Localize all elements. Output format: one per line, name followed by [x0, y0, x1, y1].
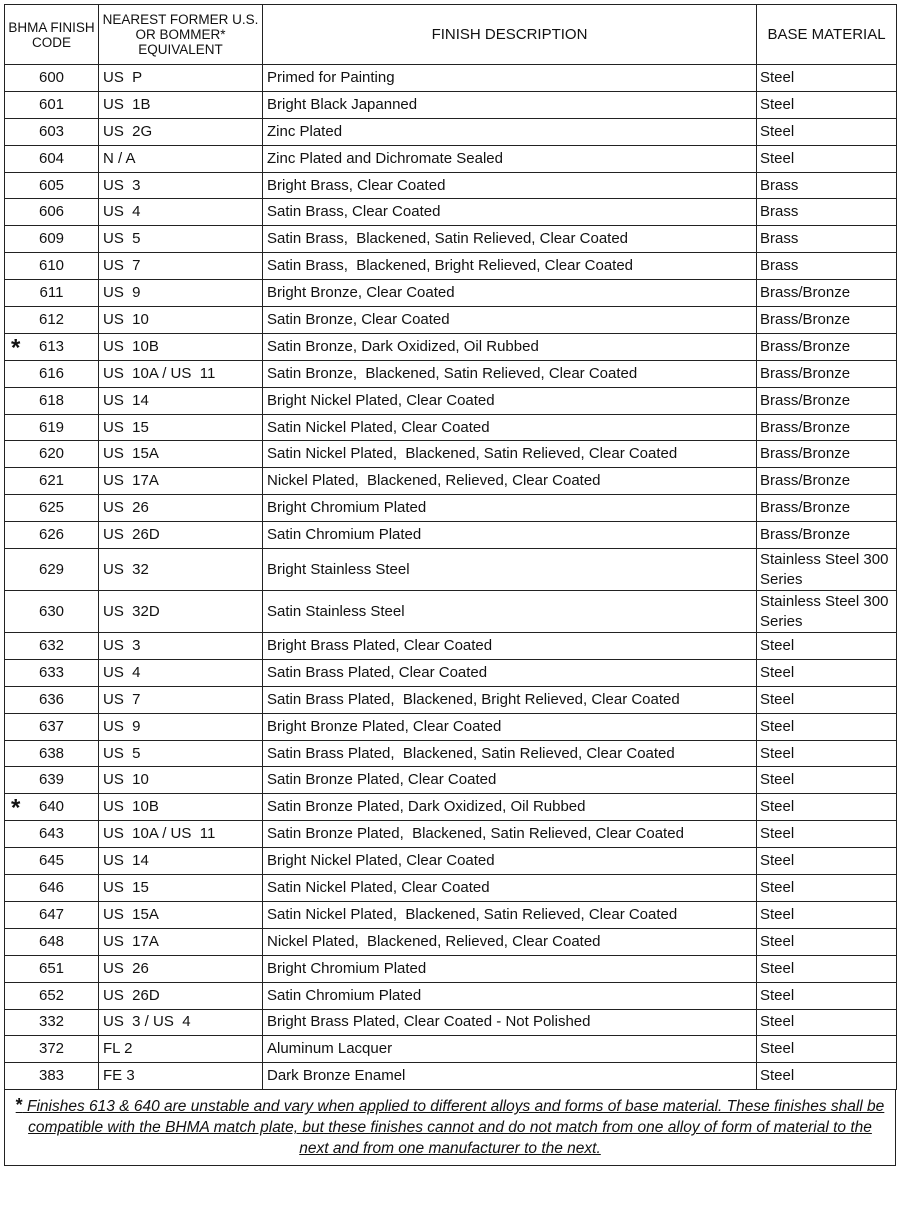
- cell-base-material: Brass: [757, 199, 897, 226]
- cell-finish-description: Satin Chromium Plated: [263, 522, 757, 549]
- table-row: [5, 875, 897, 902]
- finish-code-value: 626: [38, 526, 65, 544]
- table-row: [5, 172, 897, 199]
- cell-former-equivalent: US 15A: [99, 441, 263, 468]
- cell-former-equivalent: US 10A / US 11: [99, 360, 263, 387]
- cell-finish-description: Bright Brass, Clear Coated: [263, 172, 757, 199]
- table-row: [5, 821, 897, 848]
- cell-finish-code: [5, 901, 99, 928]
- finish-code-value: 645: [38, 852, 65, 870]
- cell-base-material: Brass/Bronze: [757, 280, 897, 307]
- cell-former-equivalent: US 3: [99, 172, 263, 199]
- cell-base-material: Steel: [757, 1063, 897, 1090]
- cell-finish-code: [5, 767, 99, 794]
- cell-former-equivalent: US 9: [99, 280, 263, 307]
- cell-former-equivalent: US 32D: [99, 591, 263, 633]
- cell-finish-code: [5, 794, 99, 821]
- cell-finish-code: [5, 1063, 99, 1090]
- cell-former-equivalent: US 26: [99, 495, 263, 522]
- header-former-equivalent: NEAREST FORMER U.S. OR BOMMER* EQUIVALENT: [99, 5, 263, 65]
- finish-code-value: 372: [38, 1040, 65, 1058]
- table-row: [5, 686, 897, 713]
- finish-code-value: 619: [38, 418, 65, 436]
- cell-finish-description: Satin Stainless Steel: [263, 591, 757, 633]
- cell-finish-description: Bright Stainless Steel: [263, 549, 757, 591]
- cell-base-material: Steel: [757, 901, 897, 928]
- cell-finish-code: [5, 1036, 99, 1063]
- cell-finish-description: Satin Bronze, Clear Coated: [263, 307, 757, 334]
- cell-finish-description: Bright Bronze, Clear Coated: [263, 280, 757, 307]
- header-code: BHMA FINISH CODE: [5, 5, 99, 65]
- cell-base-material: Brass/Bronze: [757, 414, 897, 441]
- table-row: [5, 145, 897, 172]
- cell-former-equivalent: US 10B: [99, 333, 263, 360]
- cell-finish-code: [5, 848, 99, 875]
- header-base-material: BASE MATERIAL: [757, 5, 897, 65]
- cell-base-material: Brass/Bronze: [757, 387, 897, 414]
- cell-finish-description: Satin Nickel Plated, Blackened, Satin Relieved, Clear Coated: [263, 901, 757, 928]
- cell-former-equivalent: N / A: [99, 145, 263, 172]
- table-row: [5, 740, 897, 767]
- table-row: [5, 495, 897, 522]
- finish-code-value: 618: [38, 391, 65, 409]
- cell-finish-description: Bright Brass Plated, Clear Coated - Not Polished: [263, 1009, 757, 1036]
- cell-base-material: Brass: [757, 226, 897, 253]
- finish-code-value: 611: [39, 284, 64, 302]
- cell-finish-code: [5, 172, 99, 199]
- cell-former-equivalent: US 3 / US 4: [99, 1009, 263, 1036]
- cell-finish-code: [5, 821, 99, 848]
- cell-finish-code: [5, 226, 99, 253]
- cell-former-equivalent: US 15A: [99, 901, 263, 928]
- cell-finish-description: Dark Bronze Enamel: [263, 1063, 757, 1090]
- finish-code-value: 332: [38, 1013, 65, 1031]
- cell-former-equivalent: US 15: [99, 414, 263, 441]
- cell-finish-description: Bright Chromium Plated: [263, 955, 757, 982]
- cell-finish-description: Zinc Plated and Dichromate Sealed: [263, 145, 757, 172]
- cell-finish-code: [5, 591, 99, 633]
- finish-code-value: 646: [38, 878, 65, 896]
- finish-code-value: 640: [38, 798, 65, 816]
- finish-code-value: 600: [38, 68, 65, 86]
- finish-code-value: 633: [38, 663, 65, 681]
- cell-finish-description: Bright Nickel Plated, Clear Coated: [263, 848, 757, 875]
- cell-former-equivalent: US 10: [99, 307, 263, 334]
- cell-former-equivalent: US 5: [99, 740, 263, 767]
- finish-code-value: 629: [38, 560, 65, 578]
- cell-former-equivalent: US 17A: [99, 928, 263, 955]
- cell-finish-code: [5, 360, 99, 387]
- table-body: [5, 65, 897, 1090]
- cell-finish-code: [5, 307, 99, 334]
- table-row: [5, 549, 897, 591]
- cell-finish-code: [5, 713, 99, 740]
- unstable-finish-asterisk: *: [11, 794, 21, 822]
- cell-base-material: Steel: [757, 1036, 897, 1063]
- cell-base-material: Steel: [757, 1009, 897, 1036]
- cell-base-material: Brass: [757, 172, 897, 199]
- cell-base-material: Steel: [757, 91, 897, 118]
- cell-base-material: Steel: [757, 659, 897, 686]
- cell-finish-description: Satin Brass Plated, Clear Coated: [263, 659, 757, 686]
- cell-finish-description: Satin Bronze Plated, Dark Oxidized, Oil Rubbed: [263, 794, 757, 821]
- cell-base-material: Steel: [757, 955, 897, 982]
- cell-finish-description: Bright Chromium Plated: [263, 495, 757, 522]
- cell-finish-description: Satin Brass Plated, Blackened, Bright Relieved, Clear Coated: [263, 686, 757, 713]
- cell-finish-code: [5, 280, 99, 307]
- cell-finish-description: Satin Nickel Plated, Clear Coated: [263, 875, 757, 902]
- finish-code-value: 601: [38, 95, 65, 113]
- cell-finish-code: [5, 65, 99, 92]
- cell-former-equivalent: US P: [99, 65, 263, 92]
- cell-base-material: Brass/Bronze: [757, 441, 897, 468]
- cell-former-equivalent: US 17A: [99, 468, 263, 495]
- table-row: [5, 414, 897, 441]
- cell-former-equivalent: US 15: [99, 875, 263, 902]
- cell-former-equivalent: US 5: [99, 226, 263, 253]
- cell-finish-description: Satin Bronze Plated, Clear Coated: [263, 767, 757, 794]
- cell-former-equivalent: FL 2: [99, 1036, 263, 1063]
- footnote: [4, 1090, 896, 1166]
- table-row: [5, 360, 897, 387]
- cell-base-material: Brass: [757, 253, 897, 280]
- cell-finish-code: [5, 333, 99, 360]
- finish-code-value: 636: [38, 690, 65, 708]
- table-row: [5, 1009, 897, 1036]
- cell-base-material: Brass/Bronze: [757, 360, 897, 387]
- cell-former-equivalent: US 1B: [99, 91, 263, 118]
- finish-code-value: 610: [38, 257, 65, 275]
- cell-base-material: Steel: [757, 767, 897, 794]
- finish-code-value: 630: [38, 602, 65, 620]
- finish-code-value: 637: [38, 717, 65, 735]
- finish-code-value: 605: [38, 176, 65, 194]
- cell-finish-description: Bright Brass Plated, Clear Coated: [263, 633, 757, 660]
- cell-former-equivalent: FE 3: [99, 1063, 263, 1090]
- cell-former-equivalent: US 26D: [99, 982, 263, 1009]
- cell-former-equivalent: US 10B: [99, 794, 263, 821]
- cell-base-material: Steel: [757, 821, 897, 848]
- cell-former-equivalent: US 10A / US 11: [99, 821, 263, 848]
- cell-finish-description: Bright Nickel Plated, Clear Coated: [263, 387, 757, 414]
- table-row: [5, 199, 897, 226]
- cell-finish-code: [5, 522, 99, 549]
- cell-finish-description: Satin Brass, Blackened, Bright Relieved, Clear Coated: [263, 253, 757, 280]
- finish-code-value: 609: [38, 230, 65, 248]
- cell-finish-code: [5, 414, 99, 441]
- cell-finish-code: [5, 982, 99, 1009]
- cell-base-material: Stainless Steel 300 Series: [757, 549, 897, 591]
- cell-base-material: Brass/Bronze: [757, 333, 897, 360]
- cell-finish-description: Aluminum Lacquer: [263, 1036, 757, 1063]
- cell-finish-code: [5, 875, 99, 902]
- finish-code-value: 383: [38, 1067, 65, 1085]
- table-row: [5, 767, 897, 794]
- cell-former-equivalent: US 26: [99, 955, 263, 982]
- table-row: [5, 387, 897, 414]
- table-row: [5, 901, 897, 928]
- finish-code-table: [4, 4, 897, 1090]
- cell-finish-description: Satin Brass, Blackened, Satin Relieved, Clear Coated: [263, 226, 757, 253]
- cell-base-material: Steel: [757, 686, 897, 713]
- cell-finish-description: Primed for Painting: [263, 65, 757, 92]
- cell-former-equivalent: US 7: [99, 253, 263, 280]
- cell-finish-code: [5, 468, 99, 495]
- cell-finish-code: [5, 495, 99, 522]
- cell-finish-description: Bright Black Japanned: [263, 91, 757, 118]
- cell-finish-code: [5, 145, 99, 172]
- cell-former-equivalent: US 4: [99, 659, 263, 686]
- cell-former-equivalent: US 3: [99, 633, 263, 660]
- cell-former-equivalent: US 10: [99, 767, 263, 794]
- cell-finish-description: Satin Chromium Plated: [263, 982, 757, 1009]
- cell-former-equivalent: US 26D: [99, 522, 263, 549]
- cell-base-material: Steel: [757, 875, 897, 902]
- cell-finish-description: Satin Bronze, Blackened, Satin Relieved, Clear Coated: [263, 360, 757, 387]
- cell-base-material: Steel: [757, 633, 897, 660]
- table-row: [5, 1063, 897, 1090]
- table-row: [5, 468, 897, 495]
- finish-code-value: 632: [38, 636, 65, 654]
- cell-base-material: Brass/Bronze: [757, 522, 897, 549]
- table-row: [5, 522, 897, 549]
- table-row: [5, 794, 897, 821]
- cell-finish-description: Nickel Plated, Blackened, Relieved, Clear Coated: [263, 468, 757, 495]
- table-row: [5, 591, 897, 633]
- cell-former-equivalent: US 7: [99, 686, 263, 713]
- cell-finish-code: [5, 659, 99, 686]
- cell-former-equivalent: US 2G: [99, 118, 263, 145]
- finish-code-value: 604: [38, 149, 65, 167]
- cell-base-material: Steel: [757, 982, 897, 1009]
- finish-code-value: 603: [38, 122, 65, 140]
- cell-base-material: Stainless Steel 300 Series: [757, 591, 897, 633]
- table-row: [5, 65, 897, 92]
- table-row: [5, 982, 897, 1009]
- footnote-asterisk: *: [15, 1095, 23, 1116]
- cell-former-equivalent: US 32: [99, 549, 263, 591]
- unstable-finish-asterisk: *: [11, 334, 21, 362]
- table-row: [5, 91, 897, 118]
- finish-table-container: [4, 4, 896, 1166]
- table-row: [5, 955, 897, 982]
- cell-finish-description: Satin Brass Plated, Blackened, Satin Relieved, Clear Coated: [263, 740, 757, 767]
- finish-code-value: 613: [38, 337, 65, 355]
- table-row: [5, 659, 897, 686]
- cell-finish-code: [5, 928, 99, 955]
- cell-former-equivalent: US 14: [99, 848, 263, 875]
- cell-base-material: Steel: [757, 928, 897, 955]
- cell-former-equivalent: US 9: [99, 713, 263, 740]
- cell-base-material: Steel: [757, 65, 897, 92]
- table-row: [5, 226, 897, 253]
- header-finish-description: FINISH DESCRIPTION: [263, 5, 757, 65]
- cell-former-equivalent: US 14: [99, 387, 263, 414]
- table-row: [5, 441, 897, 468]
- table-row: [5, 1036, 897, 1063]
- cell-base-material: Steel: [757, 740, 897, 767]
- table-row: [5, 713, 897, 740]
- cell-finish-code: [5, 686, 99, 713]
- cell-base-material: Steel: [757, 848, 897, 875]
- cell-base-material: Brass/Bronze: [757, 468, 897, 495]
- cell-finish-code: [5, 441, 99, 468]
- cell-base-material: Brass/Bronze: [757, 307, 897, 334]
- finish-code-value: 620: [38, 445, 65, 463]
- finish-code-value: 648: [38, 932, 65, 950]
- finish-code-value: 606: [38, 203, 65, 221]
- cell-finish-description: Nickel Plated, Blackened, Relieved, Clear Coated: [263, 928, 757, 955]
- finish-code-value: 639: [38, 771, 65, 789]
- finish-code-value: 651: [38, 959, 65, 977]
- cell-finish-description: Zinc Plated: [263, 118, 757, 145]
- cell-finish-code: [5, 633, 99, 660]
- cell-finish-code: [5, 118, 99, 145]
- cell-finish-description: Satin Bronze Plated, Blackened, Satin Relieved, Clear Coated: [263, 821, 757, 848]
- cell-finish-code: [5, 955, 99, 982]
- cell-base-material: Steel: [757, 145, 897, 172]
- cell-finish-description: Satin Nickel Plated, Blackened, Satin Relieved, Clear Coated: [263, 441, 757, 468]
- finish-code-value: 652: [38, 986, 65, 1004]
- cell-finish-description: Bright Bronze Plated, Clear Coated: [263, 713, 757, 740]
- cell-base-material: Steel: [757, 713, 897, 740]
- table-row: [5, 307, 897, 334]
- finish-code-value: 616: [38, 364, 65, 382]
- table-header-row: [5, 5, 897, 65]
- cell-finish-code: [5, 740, 99, 767]
- cell-base-material: Steel: [757, 794, 897, 821]
- finish-code-value: 643: [38, 825, 65, 843]
- table-row: [5, 333, 897, 360]
- cell-finish-code: [5, 199, 99, 226]
- finish-code-value: 625: [38, 499, 65, 517]
- table-row: [5, 253, 897, 280]
- cell-finish-code: [5, 549, 99, 591]
- table-row: [5, 848, 897, 875]
- finish-code-value: 612: [38, 310, 65, 328]
- table-row: [5, 118, 897, 145]
- cell-finish-description: Satin Nickel Plated, Clear Coated: [263, 414, 757, 441]
- cell-finish-code: [5, 1009, 99, 1036]
- table-row: [5, 280, 897, 307]
- cell-finish-code: [5, 91, 99, 118]
- finish-code-value: 621: [38, 472, 65, 490]
- table-row: [5, 928, 897, 955]
- cell-finish-code: [5, 253, 99, 280]
- cell-finish-description: Satin Bronze, Dark Oxidized, Oil Rubbed: [263, 333, 757, 360]
- cell-finish-description: Satin Brass, Clear Coated: [263, 199, 757, 226]
- table-row: [5, 633, 897, 660]
- cell-former-equivalent: US 4: [99, 199, 263, 226]
- cell-finish-code: [5, 387, 99, 414]
- finish-code-value: 638: [38, 744, 65, 762]
- footnote-text: Finishes 613 & 640 are unstable and vary when applied to different alloys and forms of base material. These finishes shall be compatible with the BHMA match plate, but these finishes cannot and do not match from one alloy of form of material to the next and from one manufacturer to the next.: [27, 1098, 885, 1158]
- finish-code-value: 647: [38, 905, 65, 923]
- cell-base-material: Brass/Bronze: [757, 495, 897, 522]
- cell-base-material: Steel: [757, 118, 897, 145]
